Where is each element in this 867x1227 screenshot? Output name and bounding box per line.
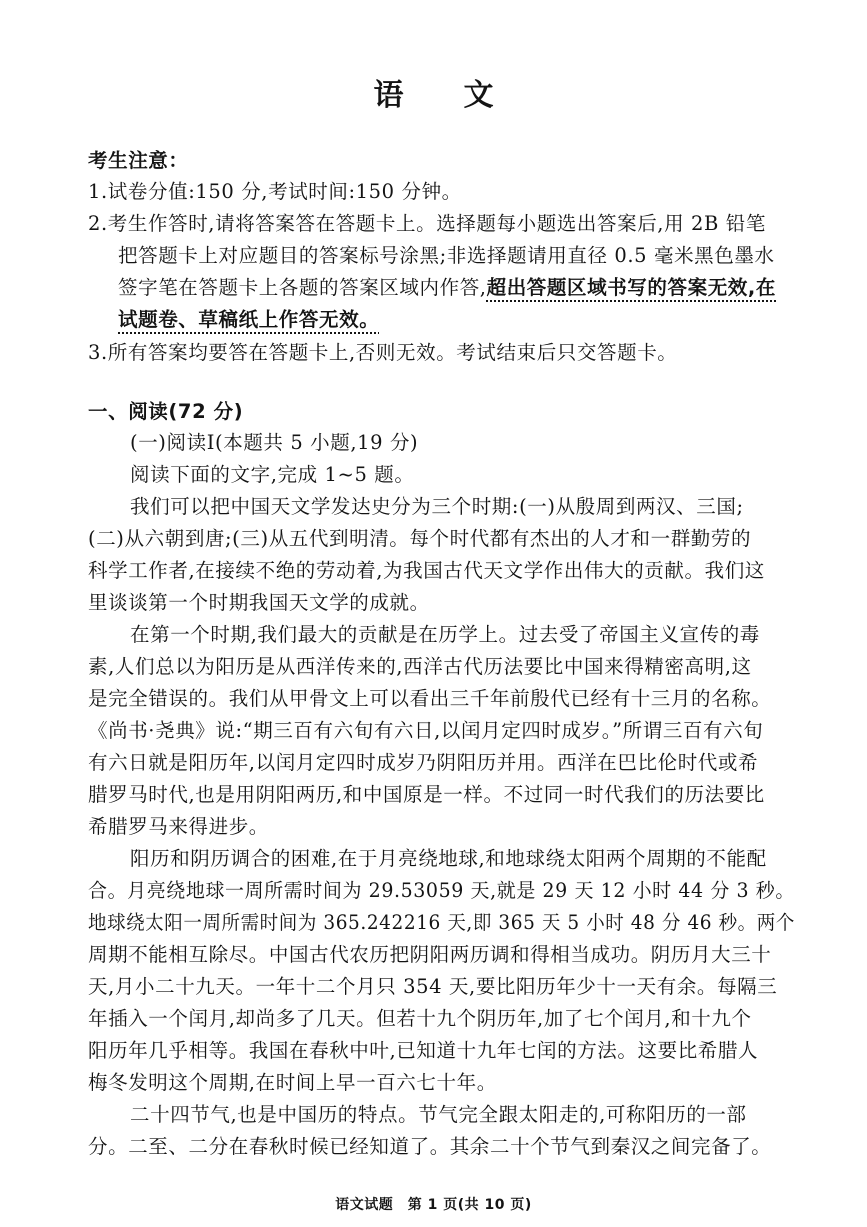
page-title (0, 70, 867, 114)
notice-item-2-line-4 (118, 306, 379, 334)
passage-line: 分。二至、二分在春秋时候已经知道了。其余二十个节气到秦汉之间完备了。 (88, 1135, 772, 1158)
notice-item-1: 1.试卷分值:150 分,考试时间:150 分钟。 (88, 180, 462, 203)
passage-line: 二十四节气,也是中国历的特点。节气完全跟太阳走的,可称阳历的一部 (130, 1103, 747, 1126)
passage-line: 有六日就是阳历年,以闰月定四时成岁乃阴阳历并用。西洋在巴比伦时代或希 (88, 751, 759, 774)
section-instruction: 阅读下面的文字,完成 1~5 题。 (130, 463, 415, 486)
passage-line: 在第一个时期,我们最大的贡献是在历学上。过去受了帝国主义宣传的毒 (130, 623, 760, 646)
notice-item-2-line-1: 2.考生作答时,请将答案答在答题卡上。选择题每小题选出答案后,用 2B 铅笔 (88, 212, 766, 235)
passage-line: 阳历和阴历调合的困难,在于月亮绕地球,和地球绕太阳两个周期的不能配 (130, 847, 767, 870)
notice-item-2-line-3 (118, 274, 776, 302)
passage-line: 腊罗马时代,也是用阴阳两历,和中国原是一样。不过同一时代我们的历法要比 (88, 783, 765, 806)
passage-line: 梅冬发明这个周期,在时间上早一百六七十年。 (88, 1071, 497, 1094)
notice-emphasis-1: 超出答题区域书写的答案无效,在 (486, 276, 777, 299)
passage-line: 素,人们总以为阳历是从西洋传来的,西洋古代历法要比中国来得精密高明,这 (88, 655, 752, 678)
passage-line: (二)从六朝到唐;(三)从五代到明清。每个时代都有杰出的人才和一群勤劳的 (88, 527, 752, 550)
passage-line: 地球绕太阳一周所需时间为 365.242216 天,即 365 天 5 小时 48 分 46 秒。两个 (88, 911, 795, 934)
notice-emphasis-2: 试题卷、草稿纸上作答无效。 (118, 308, 380, 331)
notice-heading: 考生注意： (88, 149, 189, 172)
section-subheading: (一)阅读Ⅰ(本题共 5 小题,19 分) (130, 431, 419, 454)
passage-line: 科学工作者,在接续不绝的劳动着,为我国古代天文学作出伟大的贡献。我们这 (88, 559, 765, 582)
passage-line: 《尚书·尧典》说:“期三百有六旬有六日,以闰月定四时成岁。”所谓三百有六旬 (88, 719, 764, 742)
notice-item-2-line-2: 把答题卡上对应题目的答案标号涂黑;非选择题请用直径 0.5 毫米黑色墨水 (118, 244, 775, 267)
passage-line: 合。月亮绕地球一周所需时间为 29.53059 天,就是 29 天 12 小时 44 分 3 秒。 (88, 879, 795, 902)
passage-line: 里谈谈第一个时期我国天文学的成就。 (88, 591, 430, 614)
passage-line: 是完全错误的。我们从甲骨文上可以看出三千年前殷代已经有十三月的名称。 (88, 687, 772, 710)
passage-line: 天,月小二十九天。一年十二个月只 354 天,要比阳历年少十一天有余。每隔三 (88, 975, 778, 998)
title-char-1: 语 (373, 78, 404, 113)
notice-item-2-line-3-plain: 签字笔在答题卡上各题的答案区域内作答, (118, 276, 487, 299)
passage-line: 我们可以把中国天文学发达史分为三个时期:(一)从殷周到两汉、三国; (130, 495, 744, 518)
page-footer: 语文试题 第 1 页(共 10 页) (335, 1197, 532, 1213)
notice-item-3: 3.所有答案均要答在答题卡上,否则无效。考试结束后只交答题卡。 (88, 341, 678, 364)
passage-line: 周期不能相互除尽。中国古代农历把阴阳两历调和得相当成功。阴历月大三十 (88, 943, 772, 966)
passage-line: 希腊罗马来得进步。 (88, 815, 269, 838)
title-char-2: 文 (463, 78, 494, 113)
passage-line: 年插入一个闰月,却尚多了几天。但若十九个阴历年,加了七个闰月,和十九个 (88, 1007, 752, 1030)
passage-line: 阳历年几乎相等。我国在春秋中叶,已知道十九年七闰的方法。这要比希腊人 (88, 1039, 759, 1062)
section-heading: 一、阅读(72 分) (88, 400, 244, 423)
